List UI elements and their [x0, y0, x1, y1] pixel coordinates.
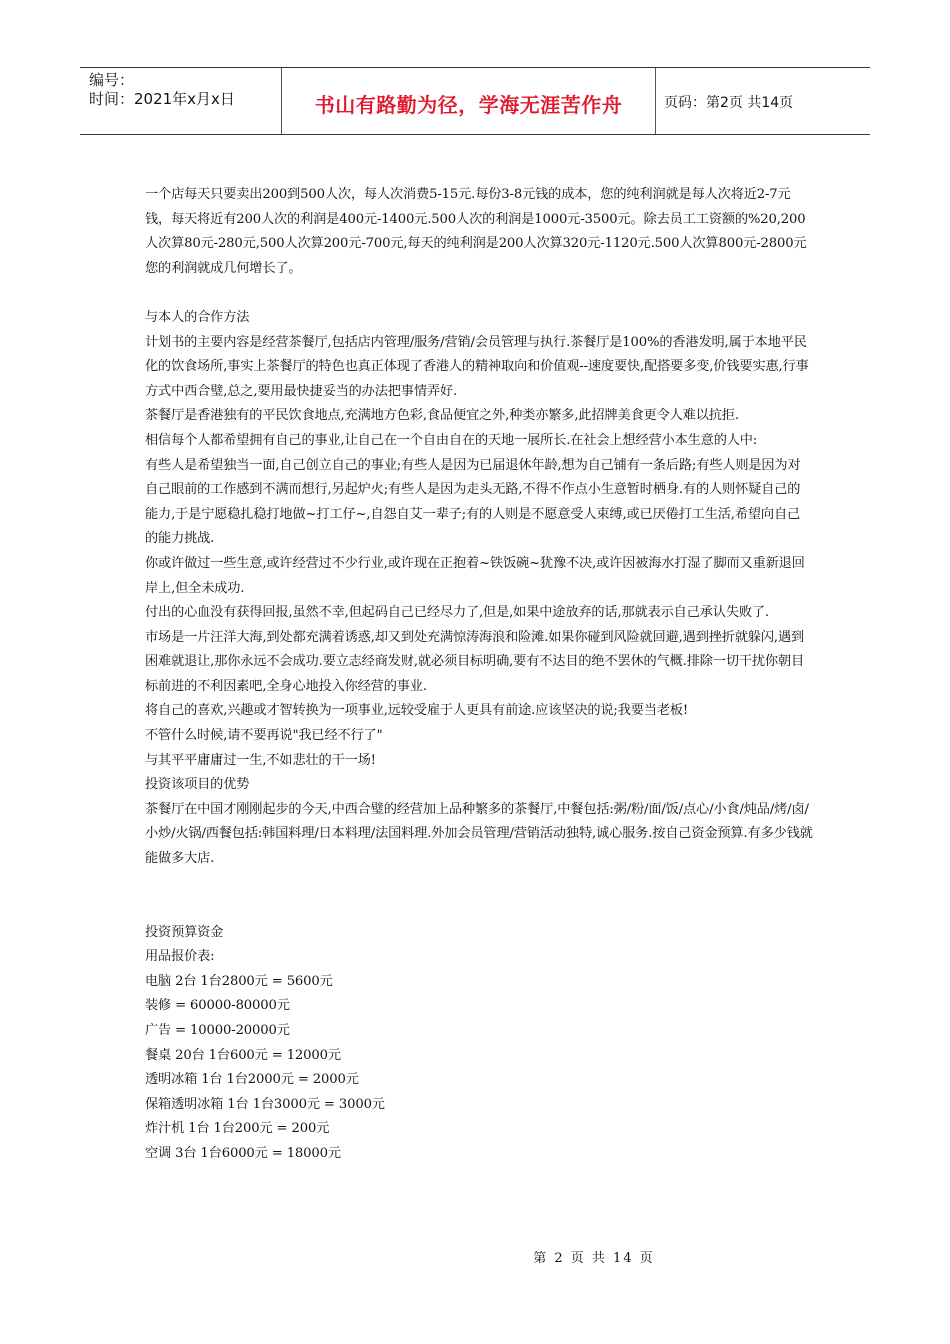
budget-subtitle: 用品报价表:	[145, 949, 215, 965]
paragraph-motto: 与其平平庸庸过一生,不如悲壮的干一场!	[145, 752, 376, 768]
paragraph-people: 有些人是希望独当一面,自己创立自己的事业;有些人是因为已届退休年龄,想为自己铺有一条后路;有些人则是因为对自己眼前的工作感到不满而想行,另起炉火;有些人是因为走头无路,不得不作点小生意暂时栖身.有的人则怀疑自己的能力,于是宁愿稳扎稳打地做~打工仔~,自怨自艾一辈子;有的人则是不愿意受人束缚,或已厌倦打工生活,希望向自己的能力挑战.	[145, 457, 801, 547]
paragraph-teahouse: 茶餐厅是香港独有的平民饮食地点,充满地方色彩,食品便宜之外,种类亦繁多,此招牌美食更令人难以抗拒.	[145, 408, 739, 424]
spacer	[145, 281, 813, 306]
paragraph-boss: 将自己的喜欢,兴趣或才智转换为一项事业,远较受雇于人更具有前途.应该坚决的说;我要当老板!	[145, 703, 689, 719]
header-motto-cell	[282, 68, 656, 134]
budget-item: 保箱透明冰箱 1台 1台3000元 = 3000元	[145, 1096, 385, 1112]
paragraph-business: 你或许做过一些生意,或许经营过不少行业,或许现在正抱着~铁饭碗~犹豫不决,或许因被海水打湿了脚而又重新退回岸上,但全未成功.	[145, 555, 805, 596]
budget-item: 透明冰箱 1台 1台2000元 = 2000元	[145, 1072, 359, 1088]
spacer	[145, 872, 813, 921]
paragraph-advantages: 茶餐厅在中国才刚刚起步的今天,中西合璧的经营加上品种繁多的茶餐厅,中餐包括:粥/粉/面/饭/点心/小食/炖品/烤/卤/小炒/火锅/西餐包括:韩国料理/日本料理/法国料理.外加会员管理/营销活动独特,诚心服务.按自己资金预算.有多少钱就能做多大店.	[145, 801, 813, 867]
number-label: 编号：	[89, 71, 135, 89]
header-page-cell	[656, 68, 870, 134]
budget-item: 空调 3台 1台6000元 = 18000元	[145, 1145, 341, 1161]
budget-item: 广告 = 10000-20000元	[145, 1023, 290, 1038]
footer-page-number: 第 2 页 共 14 页	[533, 1251, 655, 1266]
header-table	[80, 67, 870, 135]
document-body	[145, 183, 813, 1167]
paragraph-never-give-up: 不管什么时候,请不要再说"我已经不行了"	[145, 728, 383, 744]
heading-budget: 投资预算资金	[145, 924, 224, 940]
heading-advantages: 投资该项目的优势	[145, 777, 250, 793]
header-meta-cell	[80, 68, 282, 134]
motto-text: 书山有路勤为径，学海无涯苦作舟	[314, 92, 623, 117]
heading-cooperation: 与本人的合作方法	[145, 309, 250, 325]
paragraph-profit: 一个店每天只要卖出200到500人次，每人次消费5-15元.每份3-8元钱的成本，您的纯利润就是每人次将近2-7元钱，每天将近有200人次的利润是400元-1400元.500人次的利润是1000元-3500元。除去员工工资额的%20,200人次算80元-280元,500人次算200元-700元,每天的纯利润是200人次算320元-1120元.500人次算800元-2800元您的利润就成几何增长了。	[145, 187, 807, 276]
budget-item: 装修 = 60000-80000元	[145, 998, 290, 1014]
page-info: 页码：第2页 共14页	[664, 95, 794, 111]
time-label: 时间：2021年x月x日	[89, 90, 235, 108]
budget-item: 餐桌 20台 1台600元 = 12000元	[145, 1047, 341, 1063]
budget-item: 电脑 2台 1台2800元 = 5600元	[145, 973, 333, 989]
paragraph-career: 相信每个人都希望拥有自己的事业,让自己在一个自由自在的天地一展所长.在社会上想经营小本生意的人中:	[145, 432, 758, 448]
budget-item: 炸汁机 1台 1台200元 = 200元	[145, 1121, 330, 1137]
paragraph-plan: 计划书的主要内容是经营茶餐厅,包括店内管理/服务/营销/会员管理与执行.茶餐厅是100%的香港发明,属于本地平民化的饮食场所,事实上茶餐厅的特色也真正体现了香港人的精神取向和价值观--速度要快,配搭要多变,价钱要实惠,行事方式中西合璧,总之,要用最快捷妥当的办法把事情弄好.	[145, 334, 809, 399]
page-footer	[0, 1247, 950, 1266]
paragraph-market: 市场是一片汪洋大海,到处都充满着诱惑,却又到处充满惊涛海浪和险滩.如果你碰到风险就回避,遇到挫折就躲闪,遇到困难就退让,那你永远不会成功.要立志经商发财,就必须目标明确,要有不达目的绝不罢休的气概.排除一切干扰你朝目标前进的不利因素吧,全身心地投入你经营的事业.	[145, 629, 805, 694]
paragraph-effort: 付出的心血没有获得回报,虽然不幸,但起码自己已经尽力了,但是,如果中途放弃的话,那就表示自己承认失败了.	[145, 605, 769, 621]
